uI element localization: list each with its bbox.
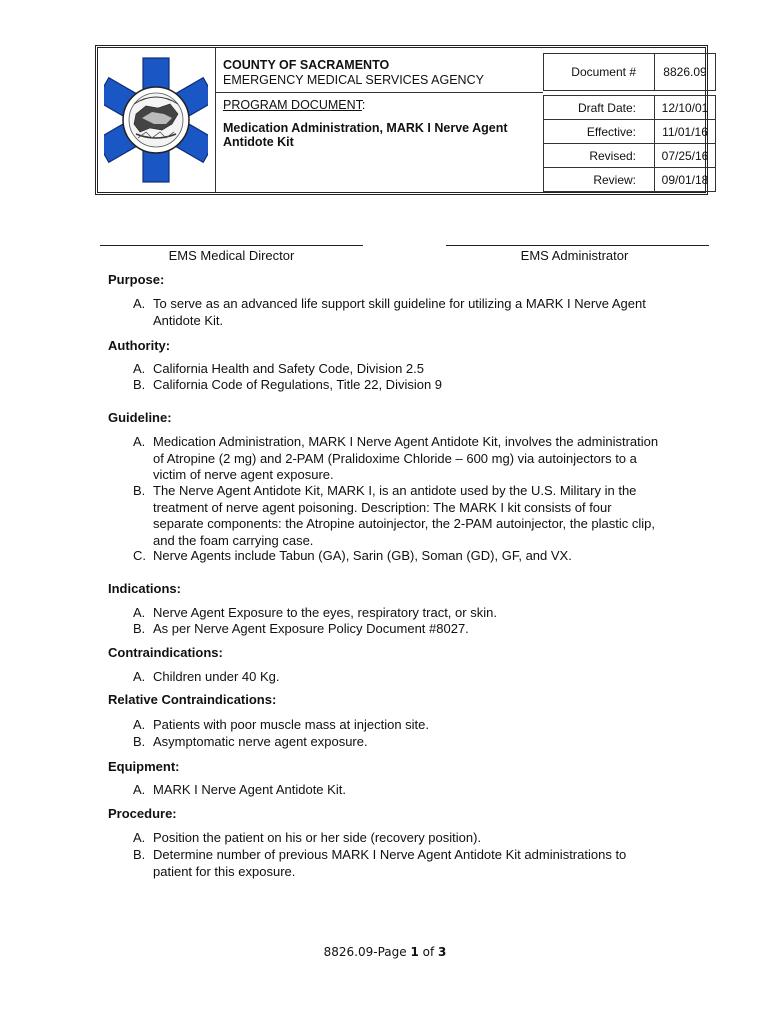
item-line: Nerve Agent Exposure to the eyes, respiratory tract, or skin. bbox=[153, 605, 497, 620]
list-marker: A. bbox=[133, 830, 146, 845]
list-marker: A. bbox=[133, 717, 146, 732]
meta-row-review bbox=[544, 168, 716, 192]
signature-label-administrator: EMS Administrator bbox=[520, 248, 629, 263]
meta-label: Revised: bbox=[544, 144, 655, 168]
meta-value: 12/10/01 bbox=[655, 96, 716, 120]
header-divider-vertical bbox=[215, 48, 216, 192]
program-document-label: PROGRAM DOCUMENT: bbox=[223, 98, 366, 112]
section-title-purpose: Purpose: bbox=[108, 272, 165, 287]
meta-row-draft-date bbox=[544, 96, 716, 120]
list-item bbox=[133, 434, 703, 484]
item-line: To serve as an advanced life support skill guideline for utilizing a MARK I Nerve Agent bbox=[153, 296, 646, 311]
list-item bbox=[133, 377, 703, 394]
list-marker: B. bbox=[133, 377, 146, 392]
meta-row-revised bbox=[544, 144, 716, 168]
meta-label: Review: bbox=[544, 168, 655, 192]
list-item bbox=[133, 361, 703, 378]
document-title-line2: Antidote Kit bbox=[223, 135, 294, 149]
item-line: As per Nerve Agent Exposure Policy Document #8027. bbox=[153, 621, 469, 636]
section-title-authority: Authority: bbox=[108, 338, 171, 353]
item-line: separate components: the Atropine autoinjector, the 2-PAM autoinjector, the plastic clip, bbox=[153, 516, 655, 531]
section-title-contraindications: Contraindications: bbox=[108, 645, 223, 660]
section-title-indications: Indications: bbox=[108, 581, 181, 596]
list-item bbox=[133, 830, 703, 847]
item-line: Patients with poor muscle mass at injection site. bbox=[153, 717, 430, 732]
meta-value: 07/25/16 bbox=[655, 144, 716, 168]
item-line: Medication Administration, MARK I Nerve Agent Antidote Kit, involves the administration bbox=[153, 434, 659, 449]
list-item bbox=[133, 605, 703, 622]
list-item bbox=[133, 483, 703, 549]
agency-name: EMERGENCY MEDICAL SERVICES AGENCY bbox=[223, 73, 484, 87]
list-marker: A. bbox=[133, 782, 146, 797]
item-line: Antidote Kit. bbox=[153, 312, 224, 328]
meta-label: Effective: bbox=[544, 120, 655, 144]
section-title-relative-contraindications: Relative Contraindications: bbox=[108, 692, 277, 707]
meta-row-document-number bbox=[544, 54, 716, 91]
item-line: treatment of nerve agent poisoning. Description: The MARK I kit consists of four bbox=[153, 499, 612, 515]
meta-value: 8826.09 bbox=[655, 54, 716, 91]
item-line: Nerve Agents include Tabun (GA), Sarin (GB), Soman (GD), GF, and VX. bbox=[153, 548, 572, 563]
section-title-procedure: Procedure: bbox=[108, 806, 177, 821]
item-line: The Nerve Agent Antidote Kit, MARK I, is an antidote used by the U.S. Military in the bbox=[153, 483, 637, 498]
signature-label-medical-director: EMS Medical Director bbox=[168, 248, 295, 263]
item-line: Asymptomatic nerve agent exposure. bbox=[153, 734, 368, 749]
list-item bbox=[133, 296, 703, 329]
list-item bbox=[133, 621, 703, 638]
item-line: California Health and Safety Code, Division 2.5 bbox=[153, 361, 424, 376]
item-line: victim of nerve agent exposure. bbox=[153, 467, 334, 482]
meta-label: Draft Date: bbox=[544, 96, 655, 120]
item-line: patient for this exposure. bbox=[153, 863, 296, 879]
list-item bbox=[133, 717, 703, 734]
meta-value: 09/01/18 bbox=[655, 168, 716, 192]
list-marker: C. bbox=[133, 548, 146, 563]
page-footer: 8826.09-Page 1 of 3 bbox=[323, 945, 447, 959]
signature-line-medical-director bbox=[100, 245, 363, 246]
item-line: Children under 40 Kg. bbox=[153, 669, 280, 684]
list-marker: B. bbox=[133, 621, 146, 636]
list-marker: B. bbox=[133, 734, 146, 749]
signature-line-administrator bbox=[446, 245, 709, 246]
item-line: Position the patient on his or her side (recovery position). bbox=[153, 830, 482, 845]
section-title-guideline: Guideline: bbox=[108, 410, 172, 425]
list-item bbox=[133, 669, 703, 686]
item-line: MARK I Nerve Agent Antidote Kit. bbox=[153, 782, 346, 797]
item-line: Determine number of previous MARK I Nerve Agent Antidote Kit administrations to bbox=[153, 847, 627, 862]
list-item bbox=[133, 734, 703, 751]
list-marker: A. bbox=[133, 669, 146, 684]
section-title-equipment: Equipment: bbox=[108, 759, 180, 774]
item-line: of Atropine (2 mg) and 2-PAM (Pralidoxime Chloride – 600 mg) via autoinjectors to a bbox=[153, 450, 637, 466]
item-line: California Code of Regulations, Title 22, Division 9 bbox=[153, 377, 443, 392]
list-item bbox=[133, 847, 703, 880]
list-marker: A. bbox=[133, 296, 146, 311]
list-marker: B. bbox=[133, 847, 146, 862]
meta-label: Document # bbox=[544, 54, 655, 91]
list-item bbox=[133, 548, 703, 565]
header-divider-horizontal bbox=[215, 92, 543, 93]
county-name: COUNTY OF SACRAMENTO bbox=[223, 58, 390, 72]
meta-row-effective bbox=[544, 120, 716, 144]
list-item bbox=[133, 782, 703, 799]
list-marker: A. bbox=[133, 605, 146, 620]
document-title-line1: Medication Administration, MARK I Nerve Agent bbox=[223, 121, 508, 135]
list-marker: B. bbox=[133, 483, 146, 498]
list-marker: A. bbox=[133, 434, 146, 449]
document-meta-table bbox=[543, 53, 716, 192]
star-of-life-logo-icon bbox=[104, 52, 208, 188]
item-line: and the foam carrying case. bbox=[153, 532, 314, 548]
list-marker: A. bbox=[133, 361, 146, 376]
meta-value: 11/01/16 bbox=[655, 120, 716, 144]
